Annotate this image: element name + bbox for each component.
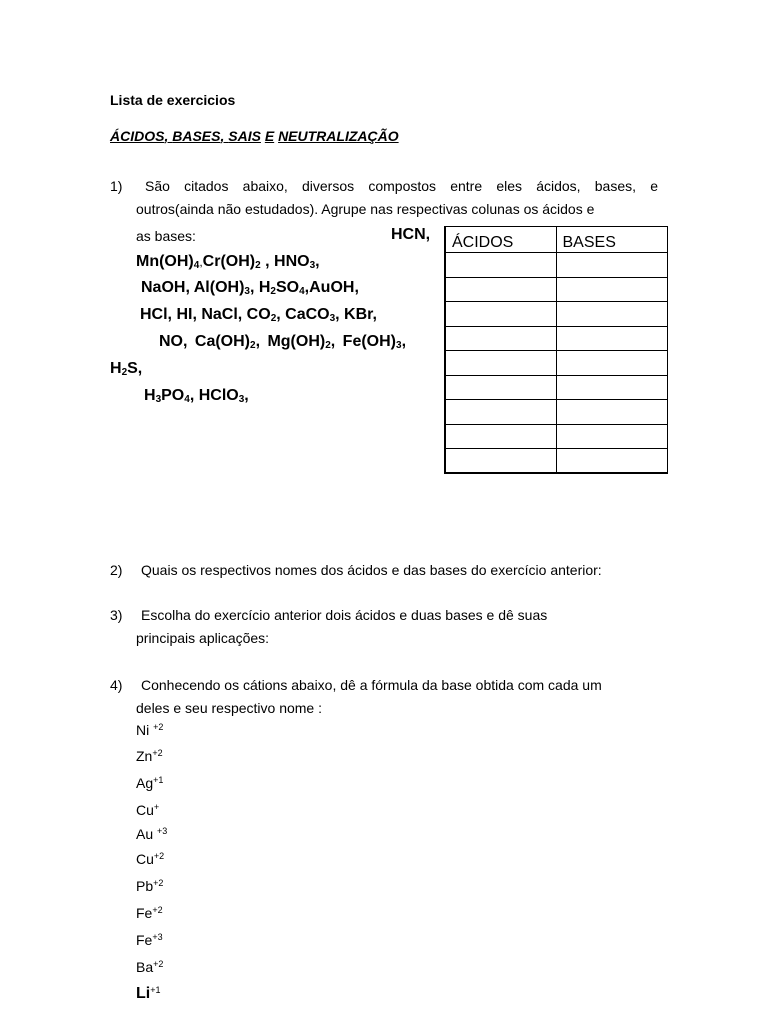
base-cell[interactable] [556,351,667,376]
table-row [445,351,667,376]
q1-line2: outros(ainda não estudados). Agrupe nas respectivas colunas os ácidos e [136,201,595,217]
header-acidos: ÁCIDOS [445,227,556,253]
q2-number: 2) [110,562,123,578]
cation-ni: Ni $^{+2}$ [136,722,164,738]
formula-line-no: NO, $Ca(OH)_2$, $Mg(OH)_2$, $Fe(OH)_3$, [159,333,407,351]
subtitle-sep: , [164,128,173,144]
document-subtitle [110,128,399,144]
table-row [445,400,667,425]
formula-line-naoh: NaOH, $Al(OH)_3$, $H_2SO_4,AuOH$, [141,279,359,297]
acid-cell[interactable] [445,375,556,400]
formula-line-h3po4: $H_3PO_4$, HClO$_3$, [144,387,249,405]
subtitle-bases: BASES [172,128,221,144]
table-row [445,424,667,449]
cation-pb: $Pb^{+2}$ [136,878,164,894]
q1-line1: São citados abaixo, diversos compostos entre eles ácidos, bases, e [145,178,658,194]
acid-cell[interactable] [445,424,556,449]
q3-line2: principais aplicações: [136,630,270,646]
acid-cell[interactable] [445,449,556,474]
formula-line-hcl: HCl, HI, NaCl, $CO_2$, CaCO$_3$, KBr, [140,306,377,324]
cation-ba: $Ba^{+2}$ [136,959,164,975]
formula-hcn: HCN, [391,226,431,243]
formula-line-mn: $Mn(OH)_4,Cr(OH)_2$ , $HNO_3$, [136,253,320,271]
acid-cell[interactable] [445,326,556,351]
cation-fe2: $Fe^{+2}$ [136,905,163,921]
header-bases: BASES [556,227,667,253]
subtitle-sais: SAIS [228,128,261,144]
cation-zn: $Zn^{+2}$ [136,748,163,764]
table-row [445,375,667,400]
table-row [445,449,667,474]
cation-cu2: $Cu^{+2}$ [136,851,165,867]
q4-line1: Conhecendo os cátions abaixo, dê a fórmula da base obtida com cada um [141,677,602,693]
q4-number: 4) [110,677,123,693]
cation-au: Au $^{+3}$ [136,826,168,842]
base-cell[interactable] [556,302,667,327]
table-row [445,277,667,302]
base-cell[interactable] [556,375,667,400]
base-cell[interactable] [556,424,667,449]
q2-text: Quais os respectivos nomes dos ácidos e das bases do exercício anterior: [141,562,602,578]
q4-line2: deles e seu respectivo nome : [136,700,322,716]
table-row [445,326,667,351]
q1-line3: as bases: [136,228,196,244]
acid-cell[interactable] [445,351,556,376]
acid-cell[interactable] [445,277,556,302]
base-cell[interactable] [556,253,667,278]
q3-number: 3) [110,607,123,623]
cation-li: $Li^{+1}$ [136,985,161,1002]
q3-line1: Escolha do exercício anterior dois ácidos e duas bases e dê suas [141,607,548,623]
acids-bases-table [444,226,668,474]
subtitle-neutralizacao: NEUTRALIZAÇÃO [278,128,399,144]
base-cell[interactable] [556,326,667,351]
table-row [445,253,667,278]
base-cell[interactable] [556,277,667,302]
q1-number: 1) [110,178,123,194]
acid-cell[interactable] [445,302,556,327]
acid-cell[interactable] [445,253,556,278]
subtitle-acidos: ÁCIDOS [110,128,165,144]
acid-cell[interactable] [445,400,556,425]
formula-line-h2s: $H_2S$, [110,360,143,378]
cation-fe3: $Fe^{+3}$ [136,932,163,948]
cation-cu1: Cu+ [136,802,160,818]
base-cell[interactable] [556,449,667,474]
document-title: Lista de exercicios [110,92,236,108]
subtitle-sep: , [220,128,229,144]
base-cell[interactable] [556,400,667,425]
table-header-row [445,227,667,253]
table-row [445,302,667,327]
subtitle-e: E [264,128,275,144]
cation-ag: $Ag^{+1}$ [136,775,164,791]
